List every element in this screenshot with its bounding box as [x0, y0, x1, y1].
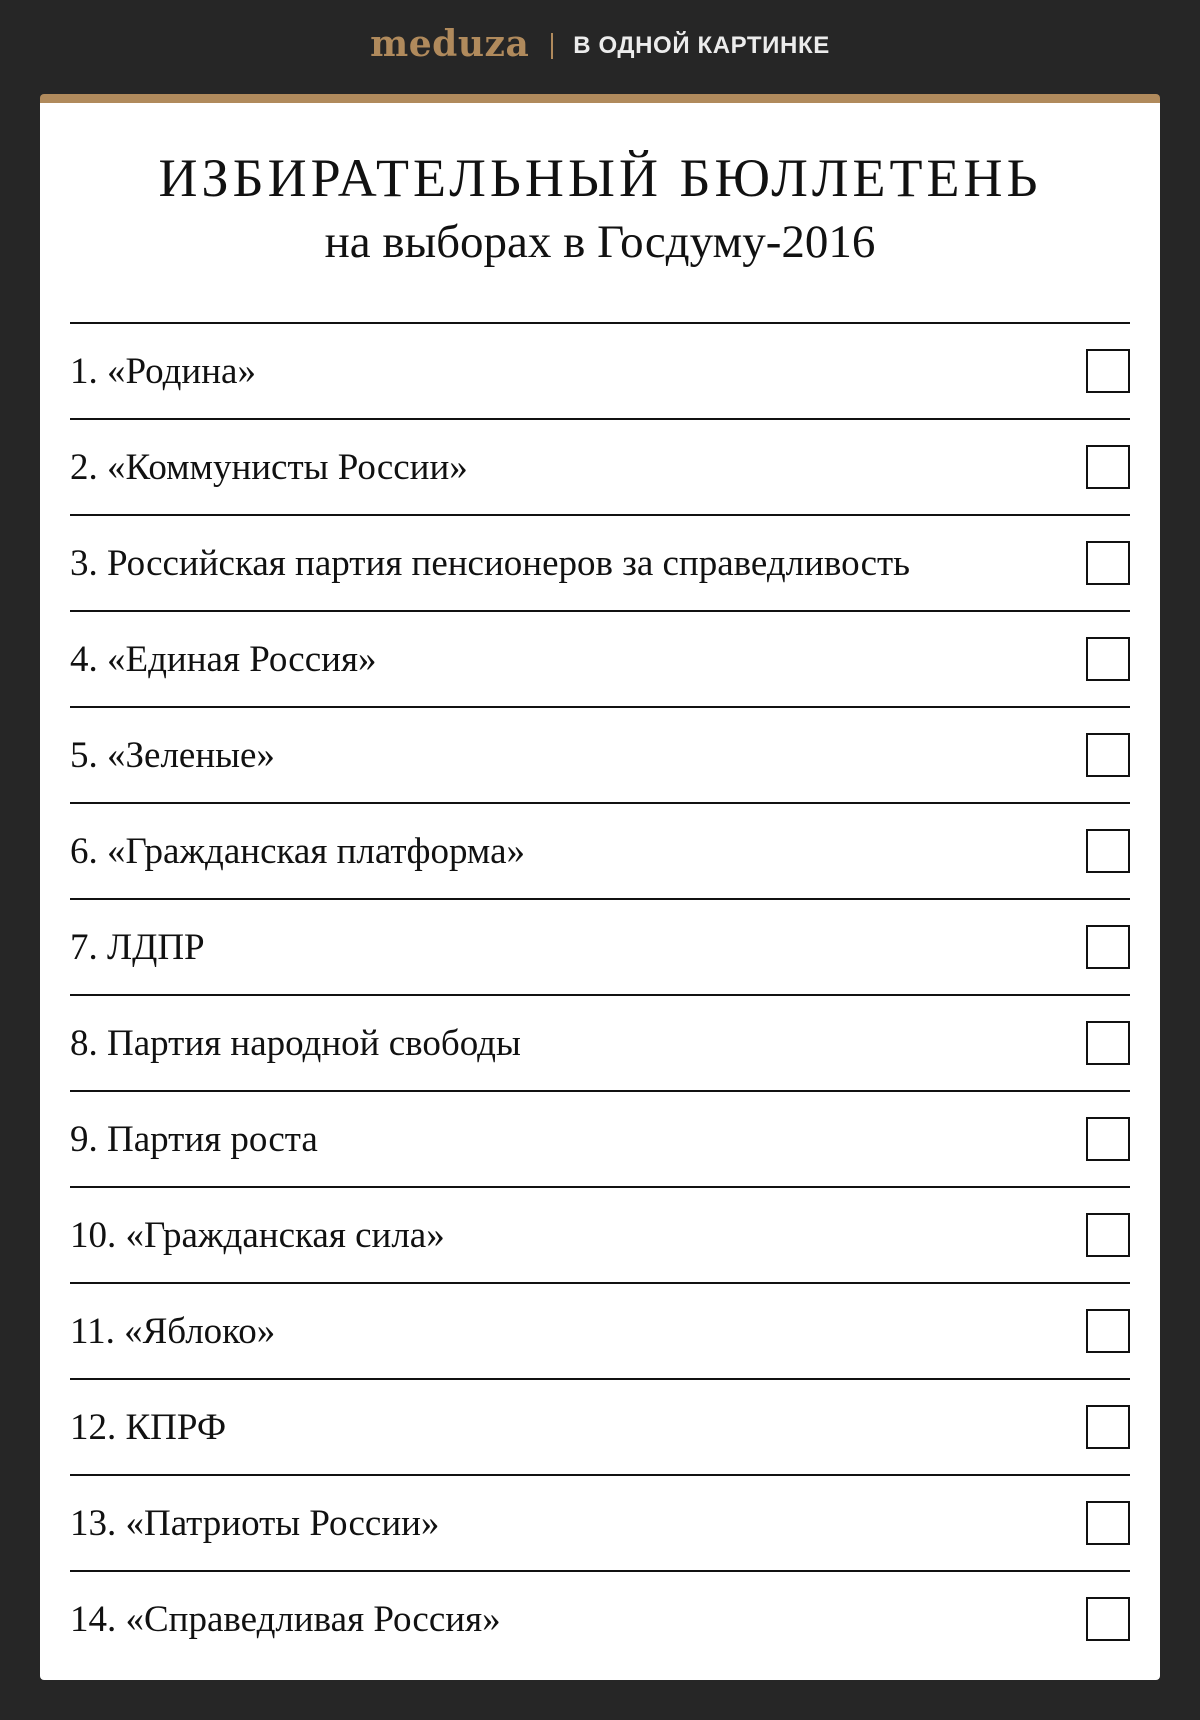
- vote-checkbox[interactable]: [1086, 637, 1130, 681]
- ballot-row: [70, 900, 1130, 996]
- ballot-subtitle: на выборах в Госдуму-2016: [324, 216, 876, 268]
- vote-checkbox[interactable]: [1086, 1597, 1130, 1641]
- party-label: 10. «Гражданская сила»: [70, 1214, 445, 1256]
- vote-checkbox[interactable]: [1086, 1405, 1130, 1449]
- vote-checkbox[interactable]: [1086, 829, 1130, 873]
- ballot-row: [70, 804, 1130, 900]
- vote-checkbox[interactable]: [1086, 445, 1130, 489]
- ballot-row: [70, 1476, 1130, 1572]
- party-label: 3. Российская партия пенсионеров за справедливость: [70, 542, 911, 584]
- ballot-row: [70, 1188, 1130, 1284]
- meduza-logo[interactable]: meduza: [370, 23, 530, 65]
- party-label: 2. «Коммунисты России»: [70, 446, 468, 488]
- vote-checkbox[interactable]: [1086, 349, 1130, 393]
- ballot-row: [70, 1572, 1130, 1666]
- divider: [551, 33, 553, 59]
- party-label: 7. ЛДПР: [70, 926, 205, 968]
- ballot-row: [70, 1380, 1130, 1476]
- vote-checkbox[interactable]: [1086, 733, 1130, 777]
- vote-checkbox[interactable]: [1086, 1309, 1130, 1353]
- ballot-title: ИЗБИРАТЕЛЬНЫЙ БЮЛЛЕТЕНЬ: [158, 148, 1042, 208]
- ballot-row: [70, 996, 1130, 1092]
- party-label: 6. «Гражданская платформа»: [70, 830, 526, 872]
- ballot-row: [70, 1284, 1130, 1380]
- party-label: 12. КПРФ: [70, 1406, 227, 1448]
- party-label: 4. «Единая Россия»: [70, 638, 377, 680]
- ballot-row: [70, 612, 1130, 708]
- vote-checkbox[interactable]: [1086, 541, 1130, 585]
- party-label: 9. Партия роста: [70, 1118, 318, 1160]
- vote-checkbox[interactable]: [1086, 1117, 1130, 1161]
- ballot-list: [70, 322, 1130, 1666]
- vote-checkbox[interactable]: [1086, 1213, 1130, 1257]
- vote-checkbox[interactable]: [1086, 925, 1130, 969]
- vote-checkbox[interactable]: [1086, 1501, 1130, 1545]
- party-label: 14. «Справедливая Россия»: [70, 1598, 501, 1640]
- top-bar: [0, 0, 1200, 96]
- party-label: 5. «Зеленые»: [70, 734, 275, 776]
- ballot-row: [70, 708, 1130, 804]
- ballot-row: [70, 516, 1130, 612]
- ballot-card: [40, 94, 1160, 1680]
- party-label: 8. Партия народной свободы: [70, 1022, 521, 1064]
- party-label: 11. «Яблоко»: [70, 1310, 276, 1352]
- ballot-row: [70, 420, 1130, 516]
- party-label: 13. «Патриоты России»: [70, 1502, 440, 1544]
- ballot-row: [70, 324, 1130, 420]
- brand: [370, 23, 830, 65]
- ballot-row: [70, 1092, 1130, 1188]
- vote-checkbox[interactable]: [1086, 1021, 1130, 1065]
- party-label: 1. «Родина»: [70, 350, 256, 392]
- section-label[interactable]: В ОДНОЙ КАРТИНКЕ: [573, 32, 830, 59]
